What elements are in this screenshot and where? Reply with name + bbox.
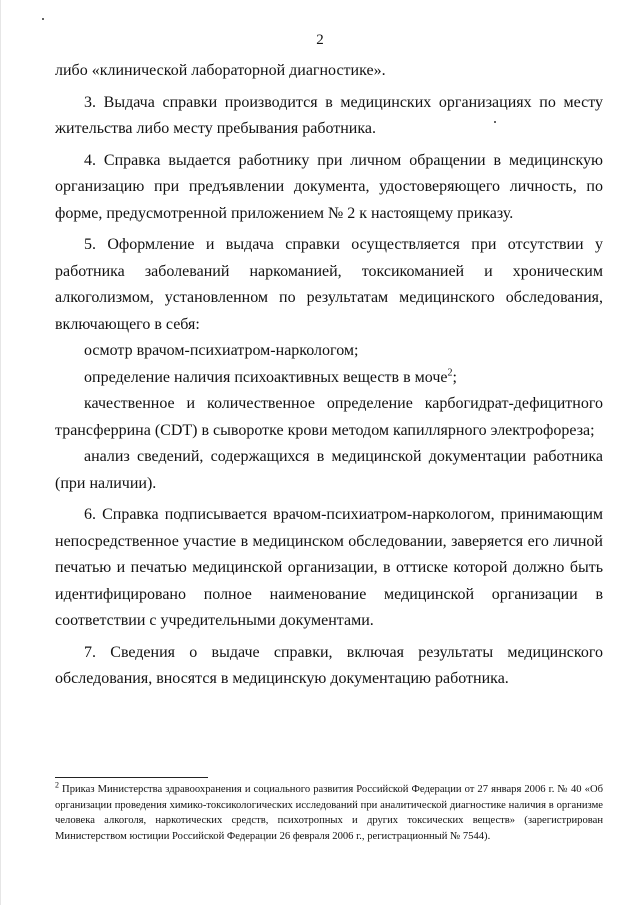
paragraph-continuation: либо «клинической лабораторной диагностике».	[55, 62, 386, 79]
list-item-substances	[55, 365, 603, 392]
list-item-substances-text: определение наличия психоактивных веществ в моче	[84, 368, 448, 386]
paragraph-item-3: 3. Выдача справки производится в медицинских организациях по месту жительства либо месту пребывания работника.	[55, 93, 603, 137]
list-item-cdt: качественное и количественное определение карбогидрат-дефицитного трансферрина (CDT) в сыворотке крови методом капиллярного электрофореза;	[55, 395, 603, 439]
footnote-mark: 2	[55, 780, 59, 790]
footnote-separator	[55, 777, 208, 778]
list-item-substances-suffix: ;	[452, 368, 457, 386]
footnote	[55, 782, 603, 844]
page-number: 2	[316, 32, 324, 48]
footnote-reference[interactable]: 2	[447, 367, 453, 379]
footnote-text: Приказ Министерства здравоохранения и социального развития Российской Федерации от 27 января 2006 г. № 40 «Об организации проведения химико-токсикологических исследований при аналитической диагностике наличия в организме человека алкоголя, наркотических средств, психотропных и других токсических веществ» (зарегистрирован Министерством юстиции Российской Федерации 26 февраля 2006 г., регистрационный № 7544).	[55, 784, 603, 842]
list-item-exam: осмотр врачом-психиатром-наркологом;	[84, 342, 359, 359]
scan-speck	[42, 18, 44, 20]
document-body	[55, 58, 603, 693]
footnote-paragraph	[55, 782, 603, 844]
scan-edge	[0, 0, 1, 905]
paragraph-item-7: 7. Сведения о выдаче справки, включая результаты медицинского обследования, вносятся в медицинскую документацию работника.	[55, 643, 603, 687]
paragraph-item-5: 5. Оформление и выдача справки осуществляется при отсутствии у работника заболеваний наркоманией, токсикоманией и хроническим алкоголизмом, установленном по результатам медицинского обследования, включающего в себя:	[55, 236, 603, 333]
paragraph-item-6: 6. Справка подписывается врачом-психиатром-наркологом, принимающим непосредственное участие в медицинском обследовании, заверяется его личной печатью и печатью медицинской организации, в оттиске которой должно быть идентифицировано полное наименование медицинской организации в соответствии с учредительными документами.	[55, 506, 603, 629]
list-item-records: анализ сведений, содержащихся в медицинской документации работника (при наличии).	[55, 448, 603, 492]
paragraph-item-4: 4. Справка выдается работнику при личном обращении в медицинскую организацию при предъявлении документа, удостоверяющего личность, по форме, предусмотренной приложением № 2 к настоящему приказу.	[55, 151, 603, 222]
